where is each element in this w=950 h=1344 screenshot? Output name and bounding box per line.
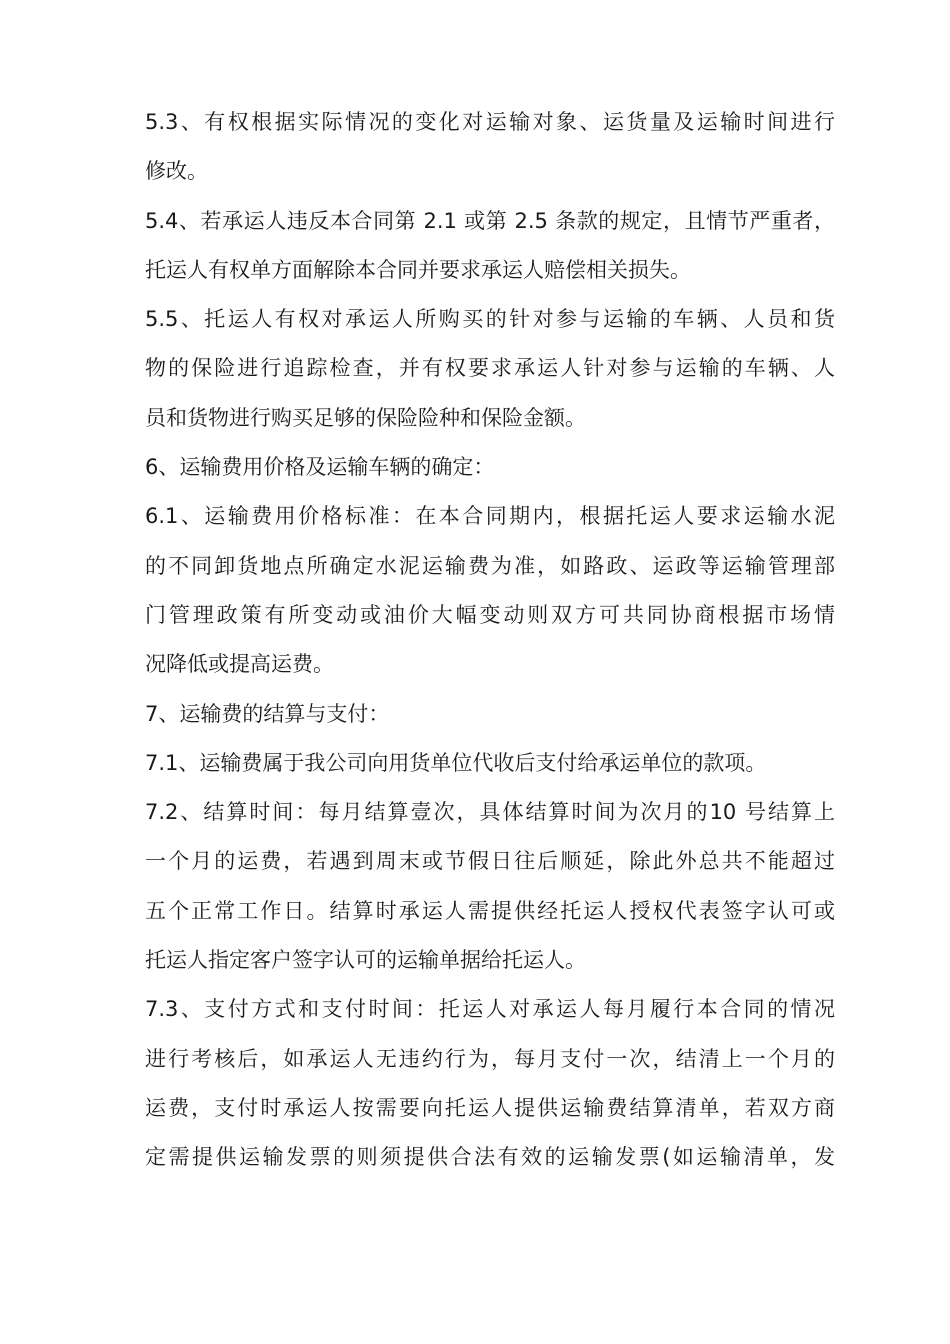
text-line: 7.2、结算时间：每月结算壹次，具体结算时间为次月的10 号结算上 [145, 800, 835, 825]
text-line: 物的保险进行追踪检查，并有权要求承运人针对参与运输的车辆、人 [145, 356, 835, 381]
text-line: 员和货物进行购买足够的保险险种和保险金额。 [145, 405, 586, 430]
text-line: 7.1、运输费属于我公司向用货单位代收后支付给承运单位的款项。 [145, 750, 767, 775]
document-body [145, 98, 835, 1183]
text-line: 托运人指定客户签字认可的运输单据给托运人。 [145, 948, 586, 973]
text-line: 6.1、运输费用价格标准：在本合同期内，根据托运人要求运输水泥 [145, 504, 835, 529]
text-line: 定需提供运输发票的则须提供合法有效的运输发票(如运输清单，发 [145, 1145, 835, 1170]
text-line: 7.3、支付方式和支付时间：托运人对承运人每月履行本合同的情况 [145, 997, 835, 1022]
text-line: 运费，支付时承运人按需要向托运人提供运输费结算清单，若双方商 [145, 1095, 835, 1120]
text-line: 5.3、有权根据实际情况的变化对运输对象、运货量及运输时间进行 [145, 110, 835, 134]
text-line: 况降低或提高运费。 [145, 652, 334, 677]
text-line: 5.4、若承运人违反本合同第 2.1 或第 2.5 条款的规定，且情节严重者， [145, 208, 835, 233]
text-line: 的不同卸货地点所确定水泥运输费为准，如路政、运政等运输管理部 [145, 553, 835, 578]
text-line: 6、运输费用价格及运输车辆的确定： [145, 455, 495, 480]
text-line: 一个月的运费，若遇到周末或节假日往后顺延，除此外总共不能超过 [145, 849, 835, 874]
text-line: 7、运输费的结算与支付： [145, 701, 390, 726]
text-line: 门管理政策有所变动或油价大幅变动则双方可共同协商根据市场情 [145, 602, 835, 627]
text-line: 托运人有权单方面解除本合同并要求承运人赔偿相关损失。 [145, 257, 691, 282]
text-line: 修改。 [145, 159, 208, 184]
text-line: 5.5、托运人有权对承运人所购买的针对参与运输的车辆、人员和货 [145, 307, 835, 332]
text-line: 进行考核后，如承运人无违约行为，每月支付一次，结清上一个月的 [145, 1046, 835, 1071]
text-line: 五个正常工作日。结算时承运人需提供经托运人授权代表签字认可或 [145, 898, 835, 923]
